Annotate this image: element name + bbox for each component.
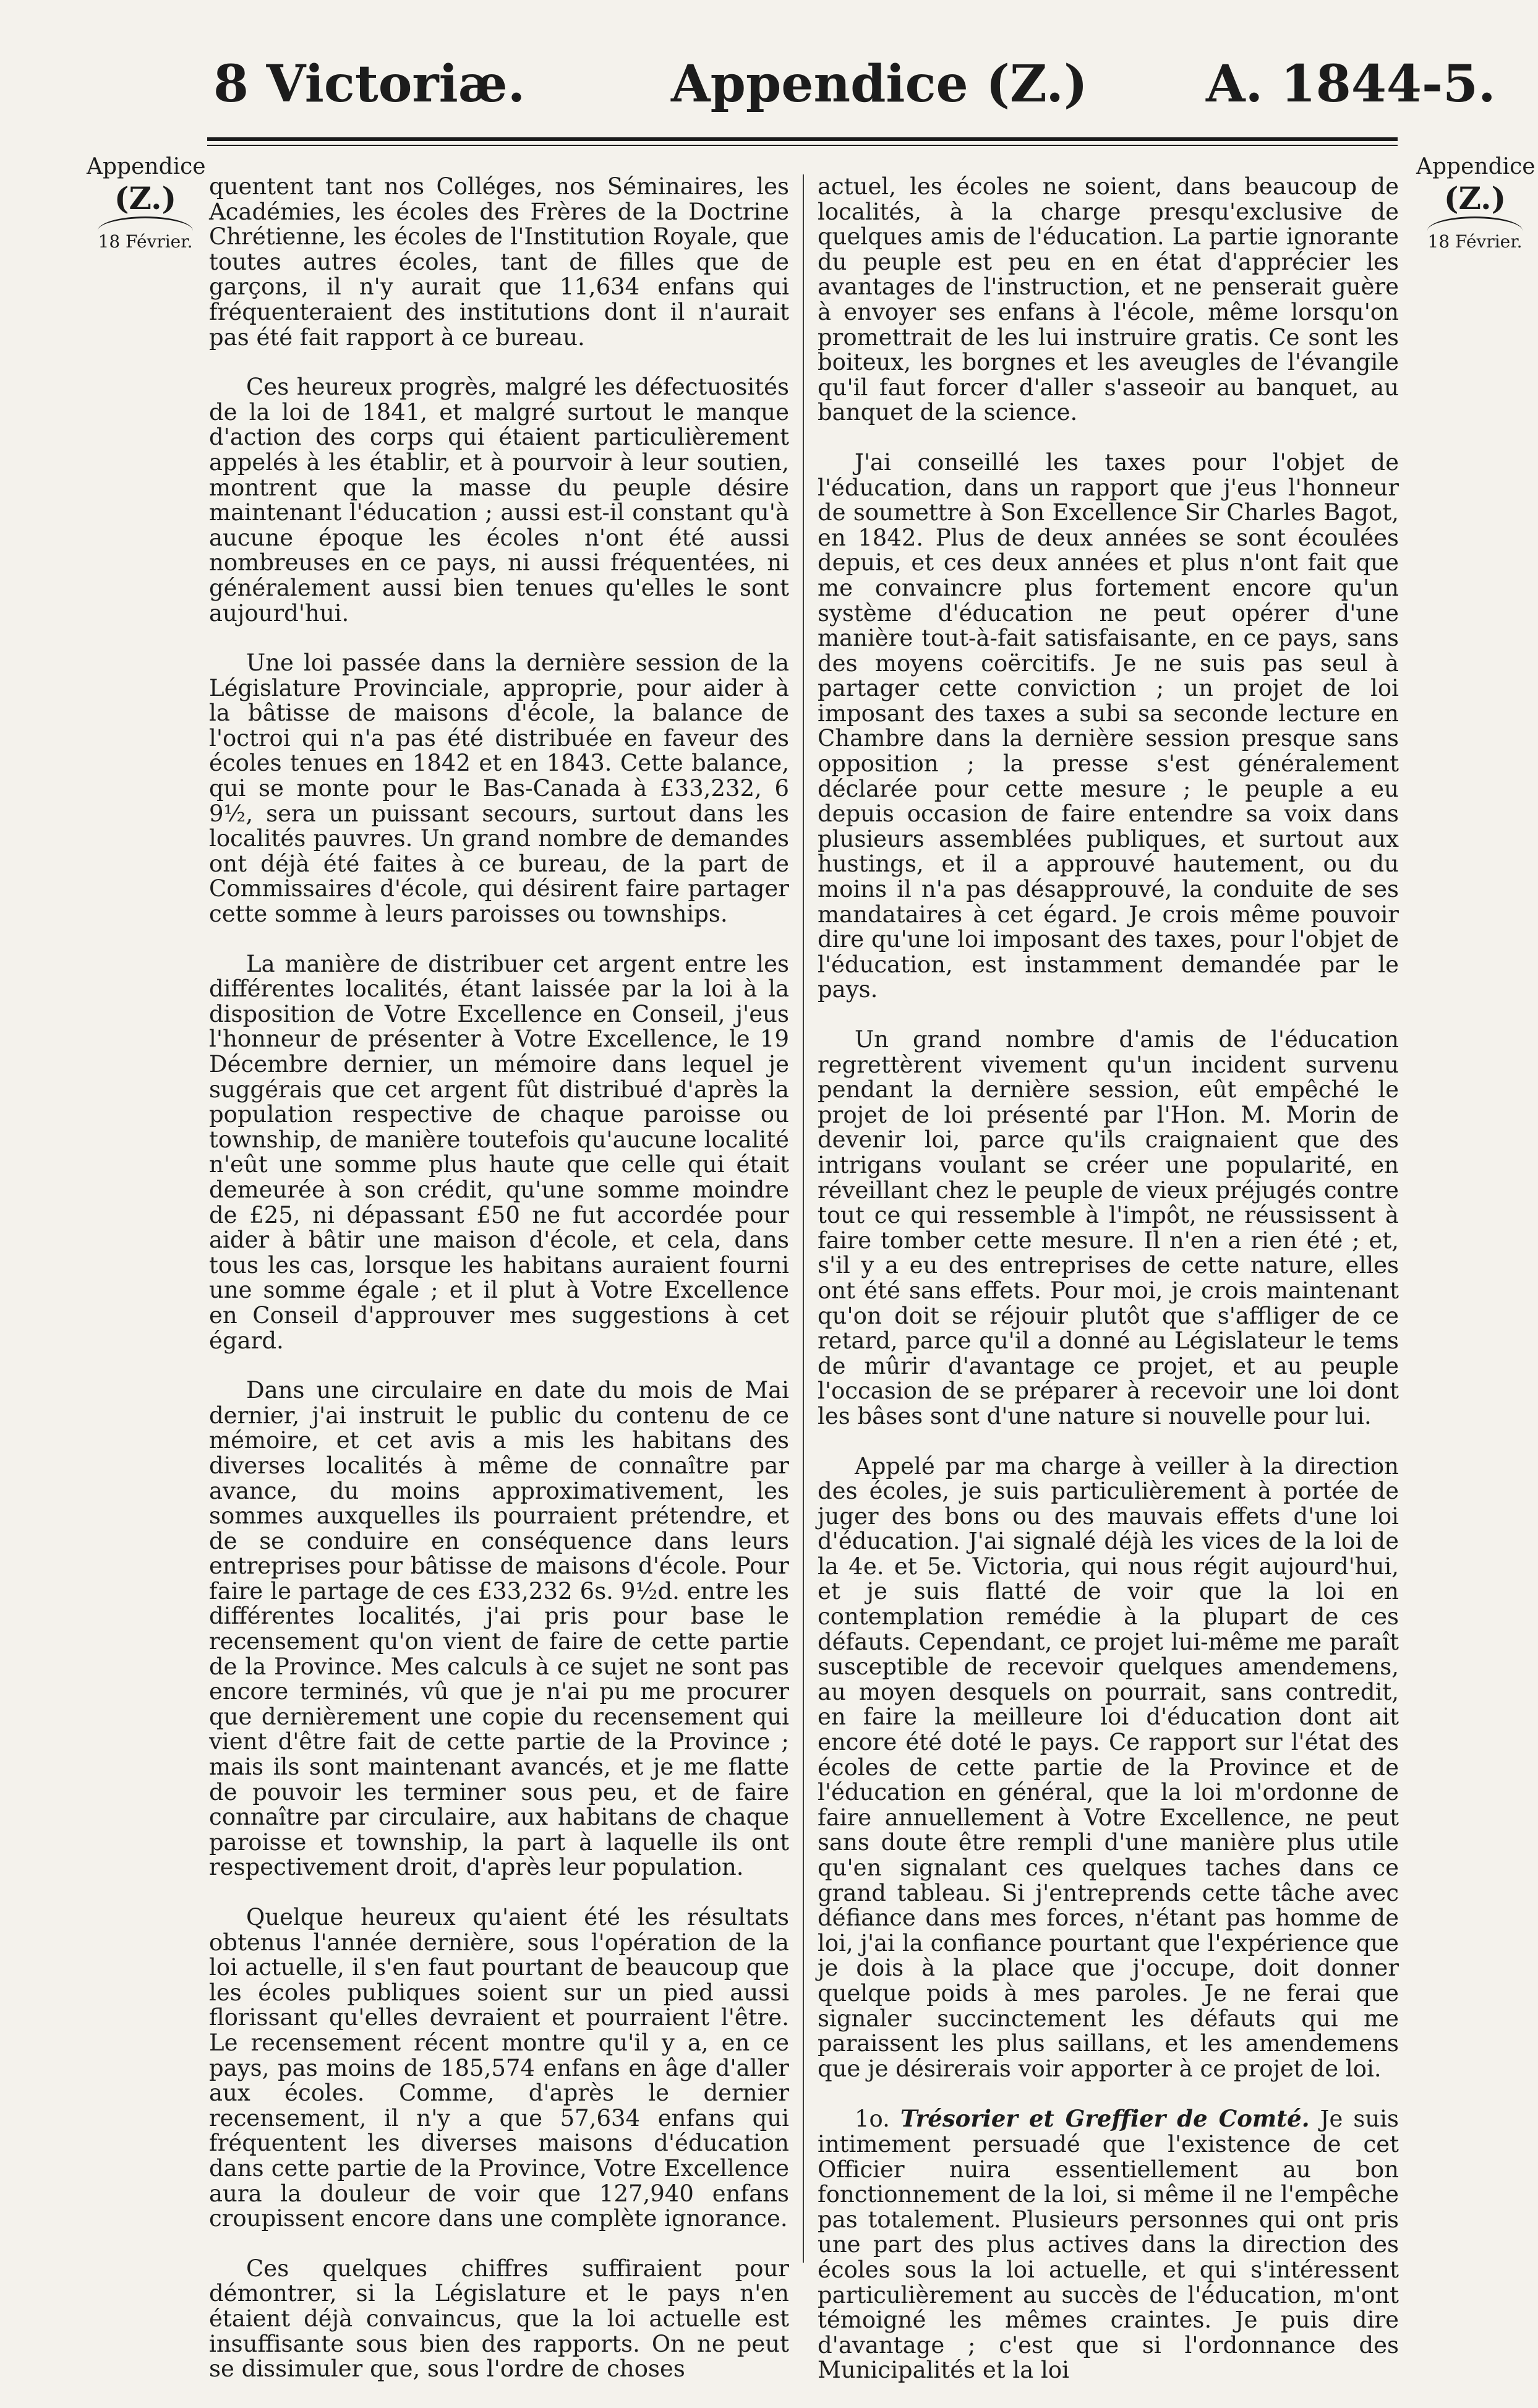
section-number: 1o. [855,2106,890,2133]
paragraph-taxes: J'ai conseillé les taxes pour l'objet de l'éducation, dans un rapport que j'eus l'honneur de soumettre à Son Excellence Sir Charles Bagot, en 1842. Plus de deux années se sont écoulées depuis, et ces deux années et plus n'ont fait que me convaincre plus fortement encore qu'un système d'éducation ne peut opérer d'une manière tout-à-fait satisfaisante, en ce pays, sans des moyens coërcitifs. Je ne suis pas seul à partager cette conviction ; un projet de loi imposant des taxes a subi sa seconde lecture en Chambre dans la dernière session presque sans opposition ; la presse s'est généralement déclarée pour cette mesure ; le peuple a eu depuis occasion de faire entendre sa voix dans plusieurs assemblées publiques, et surtout aux hustings, et il a approuvé hautement, ou du moins il n'a pas désapprouvé, la conduite de ses mandataires à cet égard. Je crois même pouvoir dire qu'une loi imposant des taxes, pour l'objet de l'éducation, est instamment demandée par le pays. [818,448,1399,1003]
margin-appendice-label: Appendice [1416,154,1536,179]
margin-brace [98,216,193,231]
margin-note-left [87,153,204,253]
margin-z-label: (Z.) [114,180,177,216]
margin-appendice-label: Appendice [87,154,206,179]
page-header [0,0,1538,142]
header-rule-thick [207,137,1398,141]
margin-date: 18 Février. [98,231,193,252]
header-rule-thin [207,145,1398,146]
header-year: A. 1844-5. [1206,54,1496,114]
paragraph-tresorier [818,2106,1399,2383]
margin-brace [1427,216,1523,231]
paragraph-distribution: La manière de distribuer cet argent entre les différentes localités, étant laissée par la loi à la disposition de Votre Excellence en Conseil, j'eus l'honneur de présenter à Votre Excellence, le 19 Décembre dernier, un mémoire dans lequel je suggérais que cet argent fût distribué d'après la population respective de chaque paroisse ou township, de manière toutefois qu'aucune localité n'eût une somme plus haute que celle qui était demeurée à son crédit, qu'une somme moindre de £25, ni dépassant £50 ne fut accordée pour aider à bâtir une maison d'école, et cela, dans tous les cas, lorsque les habitans auraient fourni une somme égale ; et il plut à Votre Excellence en Conseil d'approuver mes suggestions à cet égard. [209,950,789,1354]
paragraph-chiffres: Ces quelques chiffres suffiraient pour démontrer, si la Législature et le pays n'en étaient déjà convaincus, que la loi actuelle est insuffisante sous bien des rapports. On ne peut se dissimuler que, sous l'ordre de choses [209,2255,789,2383]
paragraph-loi-passee: Une loi passée dans la dernière session de la Législature Provinciale, approprie, pour aider à la bâtisse de maisons d'école, la balance de l'octroi qui n'a pas été distribuée en faveur des écoles tenues en 1842 et en 1843. Cette balance, qui se monte pour le Bas-Canada à £33,232, 6 9½, sera un puissant secours, surtout dans les localités pauvres. Un grand nombre de demandes ont déjà été faites à ce bureau, de la part de Commissaires d'école, qui désirent faire partager cette somme à leurs paroisses ou townships. [209,649,789,928]
right-text-column [818,174,1399,2408]
section-text: Je suis intimement persuadé que l'existence de cet Officier nuira essentiellement au bon fonctionnement de la loi, si même il ne l'empêche pas totalement. Plusieurs personnes qui ont pris une part des plus actives dans la direction des écoles sous la loi actuelle, et qui s'intéressent particulièrement au succès de l'éducation, m'ont témoigné les mêmes craintes. Je puis dire d'avantage ; c'est que si l'ordonnance des Municipalités et la loi [818,2106,1399,2384]
paragraph-continuation: quentent tant nos Colléges, nos Séminaires, les Académies, les écoles des Frères de la Doctrine Chrétienne, les écoles de l'Institution Royale, que toutes autres écoles, tant de filles que de garçons, il n'y aurait que 11,634 enfans qui fréquenteraient des institutions dont il n'aurait pas été fait rapport à ce bureau. [209,173,789,351]
section-heading: Trésorier et Greffier de Comté. [900,2105,1310,2133]
header-volume: 8 Victoriæ. [213,54,526,114]
paragraph-amis-education: Un grand nombre d'amis de l'éducation regrettèrent vivement qu'un incident survenu pendant la dernière session, eût empêché le projet de loi présenté par l'Hon. M. Morin de devenir loi, parce qu'ils craignaient que des intrigans voulant se créer une popularité, en réveillant chez le peuple de vieux préjugés contre tout ce qui ressemble à l'impôt, ne réussissent à faire tomber cette mesure. Il n'en a rien été ; et, s'il y a eu des entreprises de cette nature, elles ont été sans effets. Pour moi, je crois maintenant qu'on doit se réjouir plutôt que s'affliger de ce retard, parce qu'il a donné au Législateur le tems de mûrir d'avantage ce projet, et au peuple l'occasion de se préparer à recevoir une loi dont les bâses sont d'une nature si nouvelle pour lui. [818,1026,1399,1429]
paragraph-continuation: actuel, les écoles ne soient, dans beaucoup de localités, à la charge presqu'exclusive de quelques amis de l'éducation. La partie ignorante du peuple est peu en en état d'apprécier les avantages de l'instruction, et ne penserait guère à envoyer ses enfans à l'école, même lorsqu'on promettrait de les lui instruire gratis. Ce sont les boiteux, les borgnes et les aveugles de l'évangile qu'il faut forcer d'aller s'asseoir au banquet, au banquet de la science. [818,173,1399,426]
paragraph-charge: Appelé par ma charge à veiller à la direction des écoles, je suis particulièrement à portée de juger des bons ou des mauvais effets d'une loi d'éducation. J'ai signalé déjà les vices de la loi de la 4e. et 5e. Victoria, qui nous régit aujourd'hui, et je suis flatté de voir que la loi en contemplation remédie à la plupart de ces défauts. Cependant, ce projet lui-même me paraît susceptible de recevoir quelques amendemens, au moyen desquels on pourrait, sans contredit, en faire la meilleure loi d'éducation dont ait encore été doté le pays. Ce rapport sur l'état des écoles de cette partie de la Province et de l'éducation en général, que la loi m'ordonne de faire annuellement à Votre Excellence, ne peut sans doute être rempli d'une manière plus utile qu'en signalant ces quelques taches dans ce grand tableau. Si j'entreprends cette tâche avec défiance dans mes forces, n'étant pas homme de loi, j'ai la confiance pourtant que l'expérience que je dois à la place que j'occupe, doit donner quelque poids à mes paroles. Je ne ferai que signaler succinctement les défauts qui me paraissent les plus saillans, et les amendemens que je désirerais voir apporter à ce projet de loi. [818,1452,1399,2082]
left-text-column [209,174,789,2407]
margin-z-label: (Z.) [1443,180,1506,216]
header-title: Appendice (Z.) [671,54,1088,114]
column-divider [803,174,804,2263]
paragraph-resultats: Quelque heureux qu'aient été les résultats obtenus l'année dernière, sous l'opération de la loi actuelle, il s'en faut pourtant de beaucoup que les écoles publiques soient sur un pied aussi florissant qu'elles devraient et pourraient l'être. Le recensement récent montre qu'il y a, en ce pays, pas moins de 185,574 enfans en âge d'aller aux écoles. Comme, d'après le dernier recensement, il n'y a que 57,634 enfans qui fréquentent les diverses maisons d'éducation dans cette partie de la Province, Votre Excellence aura la douleur de voir que 127,940 enfans croupissent encore dans une complète ignorance. [209,1904,789,2232]
paragraph-circulaire: Dans une circulaire en date du mois de Mai dernier, j'ai instruit le public du contenu de ce mémoire, et cet avis a mis les habitans des diverses localités à même de connaître par avance, du moins approximativement, les sommes auxquelles ils pourraient prétendre, et de se conduire en conséquence dans leurs entreprises pour bâtisse de maisons d'école. Pour faire le partage de ces £33,232 6s. 9½d. entre les différentes localités, j'ai pris pour base le recensement qu'on vient de faire de cette partie de la Province. Mes calculs à ce sujet ne sont pas encore terminés, vû que je n'ai pu me procurer que dernièrement une copie du recensement qui vient d'être fait de cette partie de la Province ; mais ils sont maintenant avancés, et je me flatte de pouvoir les terminer sous peu, et de faire connaître par circulaire, aux habitans de chaque paroisse et township, la part à laquelle ils ont respectivement droit, d'après leur population. [209,1377,789,1881]
margin-note-right [1416,153,1534,253]
margin-date: 18 Février. [1427,231,1523,252]
paragraph-progres: Ces heureux progrès, malgré les défectuosités de la loi de 1841, et malgré surtout le manque d'action des corps qui étaient particulièrement appelés à les établir, et à pourvoir à leur soutien, montrent que la masse du peuple désire maintenant l'éducation ; aussi est-il constant qu'à aucune époque les écoles n'ont été aussi nombreuses en ce pays, ni aussi fréquentées, ni généralement aussi bien tenues qu'elles le sont aujourd'hui. [209,374,789,627]
